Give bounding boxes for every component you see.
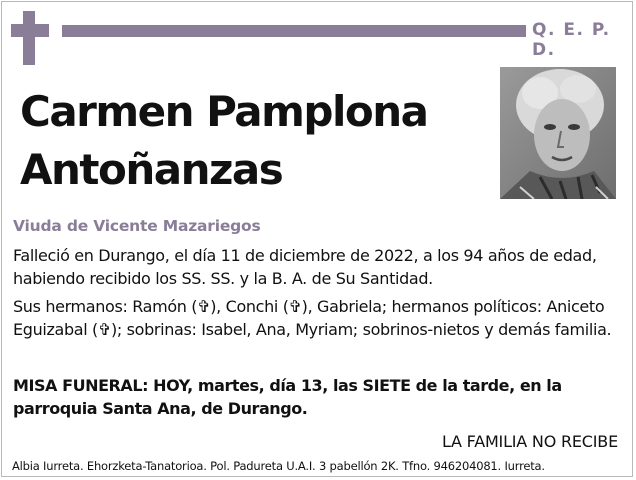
funeral-home-footer: Albia Iurreta. Ehorzketa-Tanatorioa. Pol. Padureta U.A.I. 3 pabellón 2K. Tfno. 946204081. Iurreta. bbox=[12, 459, 545, 473]
cross-horizontal-bar bbox=[11, 24, 49, 37]
qepd-label: Q. E. P. D. bbox=[532, 20, 611, 60]
relatives-list: Sus hermanos: Ramón (✞), Conchi (✞), Gabriela; hermanos políticos: Aniceto Eguizabal (✞); sobrinas: Isabel, Ana, Myriam; sobrinos-nietos y demás familia. bbox=[13, 297, 612, 339]
family-note: LA FAMILIA NO RECIBE bbox=[441, 432, 618, 451]
name-line-2: Antoñanzas bbox=[20, 145, 283, 194]
funeral-mass-notice: MISA FUNERAL: HOY, martes, día 13, las SIETE de la tarde, en la parroquia Santa Ana, de Durango. bbox=[13, 376, 562, 418]
deceased-name bbox=[20, 83, 427, 199]
header-rule bbox=[62, 25, 526, 37]
name-line-1: Carmen Pamplona bbox=[20, 87, 428, 136]
portrait-image bbox=[500, 67, 616, 199]
widow-of-subtitle: Viuda de Vicente Mazariegos bbox=[13, 217, 261, 235]
portrait-photo bbox=[500, 67, 616, 199]
cross-vertical-bar bbox=[23, 11, 35, 65]
death-announcement: Falleció en Durango, el día 11 de diciembre de 2022, a los 94 años de edad, habiendo recibido los SS. SS. y la B. A. de Su Santidad. bbox=[13, 246, 597, 288]
